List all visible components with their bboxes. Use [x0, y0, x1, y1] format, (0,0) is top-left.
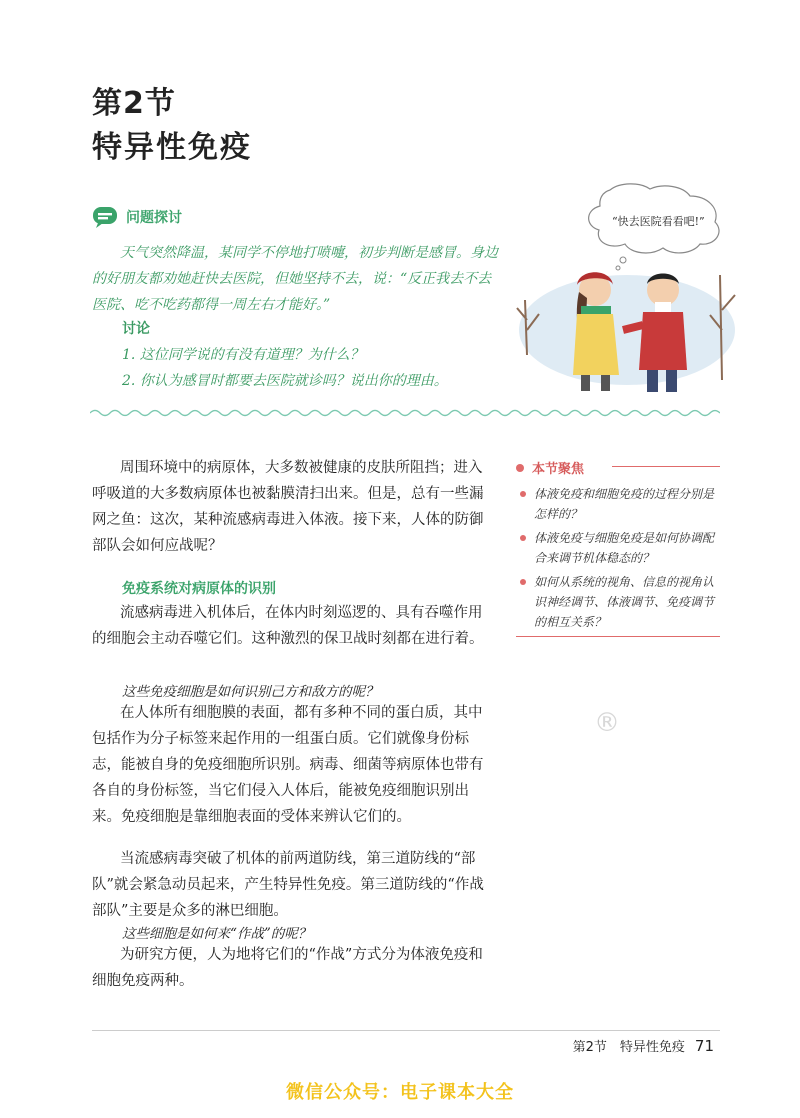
focus-bottom-line [516, 636, 720, 637]
body-paragraph: 为研究方便，人为地将它们的“作战”方式分为体液免疫和细胞免疫两种。 [92, 947, 483, 989]
focus-item: 如何从系统的视角、信息的视角认识神经调节、体液调节、免疫调节的相互关系？ [518, 572, 723, 632]
page-number: 71 [694, 1037, 714, 1055]
chat-bubble-icon [92, 206, 118, 228]
section-title: 特异性免疫 [92, 130, 252, 165]
question-line: 这些细胞是如何来“作战”的呢？ [122, 926, 312, 942]
focus-item: 体液免疫和细胞免疫的过程分别是怎样的？ [518, 484, 723, 524]
discussion-item: 1. 这位同学说的有没有道理？为什么？ [122, 347, 364, 363]
wavy-divider [90, 408, 720, 418]
focus-header-line [612, 466, 720, 467]
footer-divider [92, 1030, 720, 1031]
bullet-dot-icon [520, 491, 526, 497]
page-footer [573, 1036, 714, 1055]
bullet-dot-icon [520, 579, 526, 585]
focus-header [516, 458, 584, 477]
discussion-item: 2. 你认为感冒时都要去医院就诊吗？说出你的理由。 [122, 373, 448, 389]
body-paragraph: 流感病毒进入机体后，在体内时刻巡逻的、具有吞噬作用的细胞会主动吞噬它们。这种激烈的保卫战时刻都在进行着。 [92, 605, 484, 647]
body-paragraph: 当流感病毒突破了机体的前两道防线，第三道防线的“部队”就会紧急动员起来，产生特异性免疫。第三道防线的“作战部队”主要是众多的淋巴细胞。 [92, 851, 484, 919]
cold-scene-illustration [515, 180, 740, 395]
discussion-label: 讨论 [122, 321, 150, 337]
registered-mark: ® [594, 708, 620, 738]
bullet-dot-icon [516, 464, 524, 472]
focus-title: 本节聚焦 [532, 462, 585, 477]
question-line: 这些免疫细胞是如何识别己方和敌方的呢？ [122, 684, 379, 700]
bullet-dot-icon [520, 535, 526, 541]
focus-item: 体液免疫与细胞免疫是如何协调配合来调节机体稳态的？ [518, 528, 723, 568]
wechat-banner: 微信公众号：电子课本大全 [286, 1082, 514, 1103]
problem-text: 天气突然降温，某同学不停地打喷嚏，初步判断是感冒。身边的好朋友都劝她赶快去医院，但她坚持不去，说：“反正我去不去医院、吃不吃药都得一周左右才能好。” [92, 245, 498, 313]
body-paragraph: 在人体所有细胞膜的表面，都有多种不同的蛋白质，其中包括作为分子标签来起作用的一组蛋白质。它们就像身份标志，能被自身的免疫细胞所识别。病毒、细菌等病原体也带有各自的身份标签，当它们侵入人体后，能被免疫细胞识别出来。免疫细胞是靠细胞表面的受体来辨认它们的。 [92, 705, 484, 825]
subheading: 免疫系统对病原体的识别 [122, 581, 276, 597]
section-number: 第2节 [92, 86, 176, 121]
problem-label: 问题探讨 [126, 210, 182, 226]
problem-header [92, 206, 182, 228]
focus-list [518, 484, 723, 636]
body-paragraph: 周围环境中的病原体，大多数被健康的皮肤所阻挡；进入呼吸道的大多数病原体也被黏膜清扫出来。但是，总有一些漏网之鱼：这次，某种流感病毒进入体液。接下来，人体的防御部队会如何应战呢？ [92, 460, 484, 554]
footer-section: 第2节 特异性免疫 [572, 1040, 685, 1055]
speech-bubble-text: “快去医院看看吧!” [612, 215, 705, 228]
